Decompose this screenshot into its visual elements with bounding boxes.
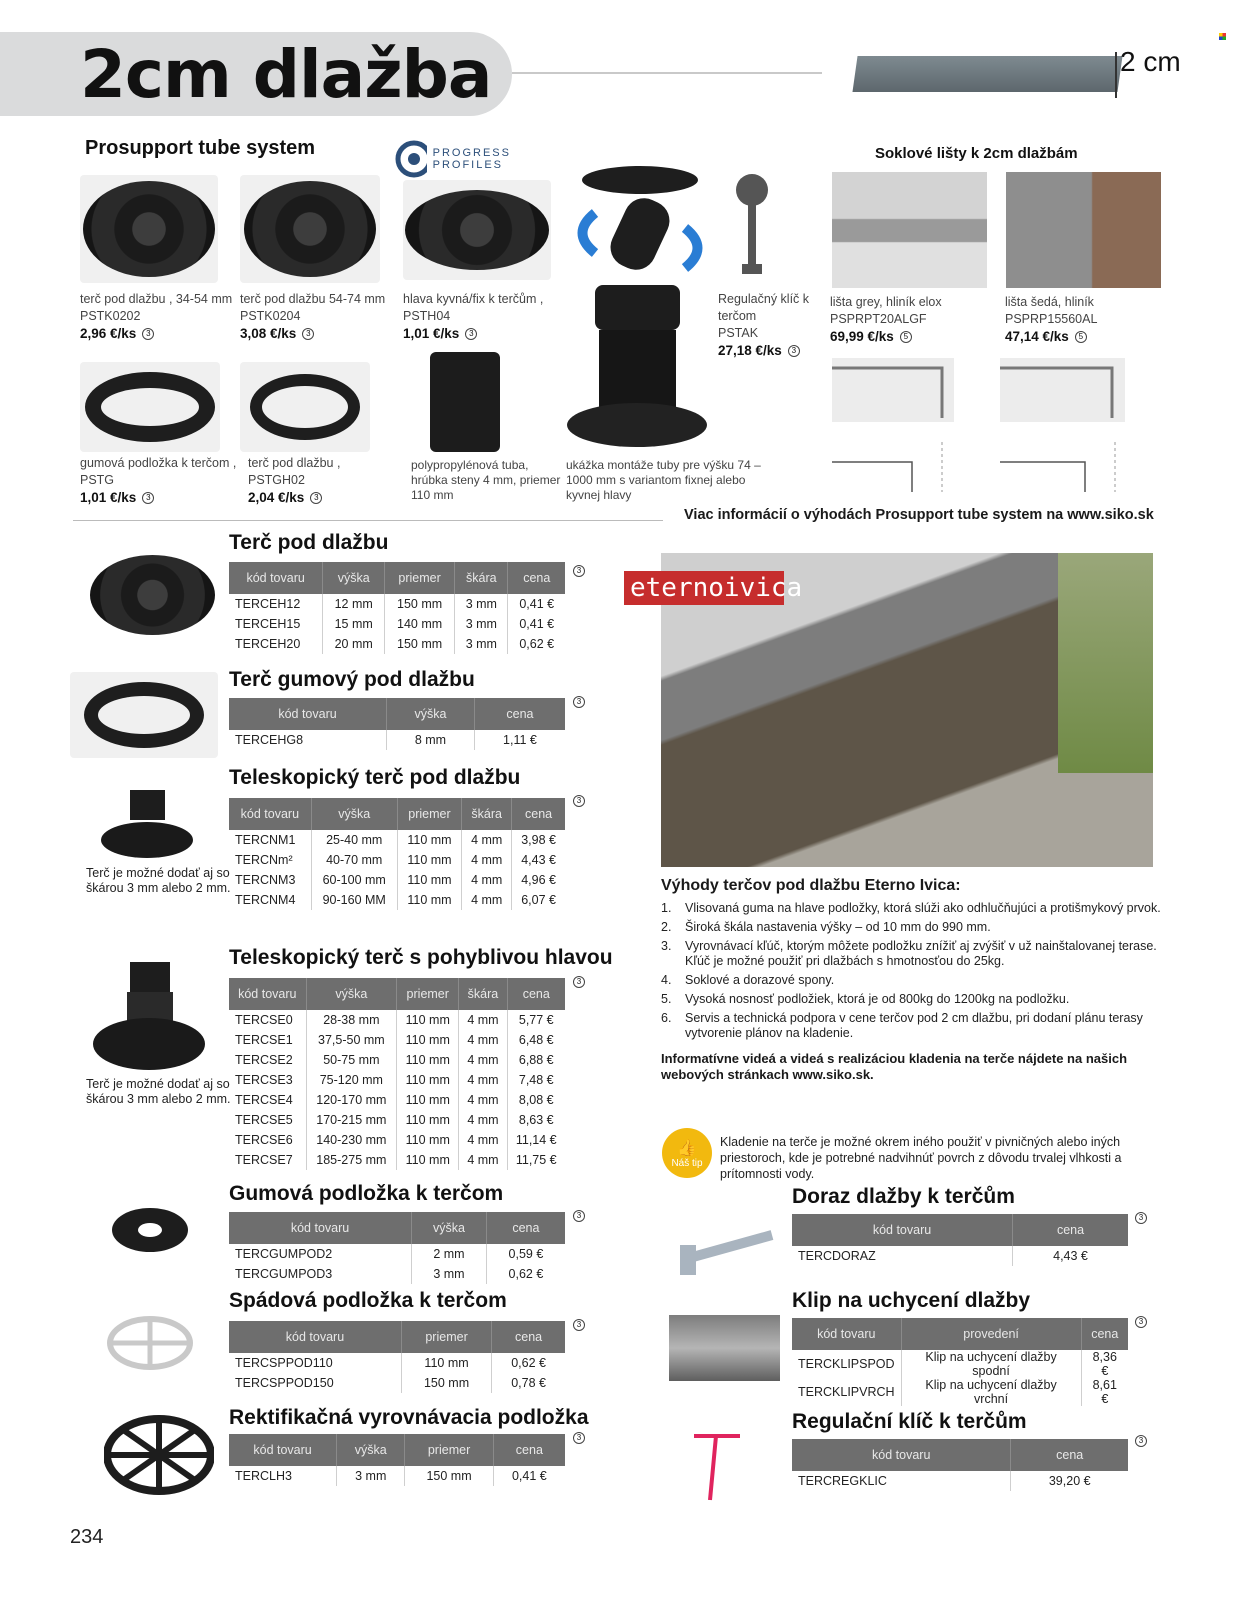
divider <box>512 72 822 74</box>
table-cell: 110 mm <box>397 1010 459 1030</box>
product-image <box>672 1215 782 1285</box>
table-cell: 4 mm <box>462 850 512 870</box>
tip-badge <box>662 1128 712 1178</box>
product-table <box>229 1212 565 1284</box>
table-cell: TERCKLIPVRCH <box>798 1385 895 1399</box>
table-cell: TERCSE6 <box>235 1133 293 1147</box>
table-cell: TERCDORAZ <box>798 1249 876 1263</box>
table-cell: TERCLH3 <box>235 1469 292 1483</box>
table-cell: 4 mm <box>462 890 512 910</box>
col-header: cena <box>1081 1318 1128 1350</box>
benefits-heading: Výhody terčov pod dlažbu Eterno Ivica: <box>661 877 961 894</box>
more-info-link[interactable]: Viac informácií o výhodách Prosupport tube system na www.siko.sk <box>684 507 1154 523</box>
table-cell: 4,96 € <box>512 870 565 890</box>
col-header: výška <box>387 698 475 730</box>
table-cell: 50-75 mm <box>306 1050 397 1070</box>
table-cell: 110 mm <box>397 1110 459 1130</box>
col-header: priemer <box>397 978 459 1010</box>
sokel-heading: Soklové lišty k 2cm dlažbám <box>875 145 1078 162</box>
product-image <box>92 962 207 1072</box>
table-cell: TERCSE7 <box>235 1153 293 1167</box>
product-price: 27,18 €/ks 3 <box>718 342 813 359</box>
assembly-image <box>565 285 710 455</box>
product-desc: hlava kyvná/fix k terčům , <box>403 292 544 306</box>
col-header: kód tovaru <box>229 698 387 730</box>
product-code: PSTH04 <box>403 309 451 323</box>
sokel-code: PSPRP15560AL <box>1005 312 1098 326</box>
profile-drawing <box>832 358 954 422</box>
table-cell: TERCSE1 <box>235 1033 293 1047</box>
cert-icon: 3 <box>1135 1435 1147 1447</box>
product-image <box>105 1313 195 1373</box>
dimension-mark <box>1115 52 1117 98</box>
table-row <box>229 1130 565 1150</box>
sokel-image <box>1006 172 1161 288</box>
product-price: 2,96 €/ks 3 <box>80 325 235 342</box>
table-cell: 4 mm <box>459 1110 507 1130</box>
cert-icon: 3 <box>573 565 585 577</box>
table-row <box>229 1264 565 1284</box>
section-title: Terč gumový pod dlažbu <box>229 668 475 691</box>
list-item: 5. Vysoká nosnosť podložiek, ktorá je od 800kg do 1200kg na podložku. <box>661 992 1070 1006</box>
cert-icon: 3 <box>573 976 585 988</box>
col-header: cena <box>512 798 565 830</box>
table-cell: 0,62 € <box>492 1353 565 1373</box>
table-row <box>229 890 565 910</box>
table-cell: 4 mm <box>459 1130 507 1150</box>
product-price: 3,08 €/ks 3 <box>240 325 395 342</box>
list-item: 6. Servis a technická podpora v cene terčov pod 2 cm dlažbu, pri dodaní plánu terasy vytvorenie plánov na kladenie. <box>661 1011 1143 1040</box>
table-row <box>792 1471 1128 1491</box>
col-header: cena <box>474 698 565 730</box>
sokel-image <box>832 172 987 288</box>
table-cell: 4 mm <box>462 870 512 890</box>
table-cell: TERCNM4 <box>235 893 296 907</box>
table-row <box>229 614 565 634</box>
tile-sample-image <box>852 56 1122 92</box>
technical-drawing <box>832 432 954 496</box>
col-header: kód tovaru <box>229 1434 337 1466</box>
table-cell: 39,20 € <box>1011 1471 1128 1491</box>
table-cell: 3 mm <box>412 1264 487 1284</box>
table-cell: TERCKLIPSPOD <box>798 1357 895 1371</box>
table-cell: 170-215 mm <box>306 1110 397 1130</box>
product-image <box>100 790 195 860</box>
divider <box>73 520 663 521</box>
table-cell: 4 mm <box>459 1010 507 1030</box>
table-cell: 140-230 mm <box>306 1130 397 1150</box>
table-cell: TERCGUMPOD2 <box>235 1247 333 1261</box>
table-cell: 110 mm <box>397 890 462 910</box>
table-cell: 11,75 € <box>507 1150 565 1170</box>
cert-icon: 3 <box>302 328 314 340</box>
col-header: výška <box>306 978 397 1010</box>
list-item: 4. Soklové a dorazové spony. <box>661 973 835 987</box>
rotation-diagram <box>565 158 710 278</box>
table-cell: 140 mm <box>385 614 455 634</box>
table-cell: 3 mm <box>337 1466 405 1486</box>
table-cell: 3 mm <box>455 634 508 654</box>
product-image <box>240 362 370 452</box>
cert-icon: 5 <box>1075 331 1087 343</box>
col-header: výška <box>337 1434 405 1466</box>
table-cell: 8 mm <box>387 730 475 750</box>
table-cell: TERCSE4 <box>235 1093 293 1107</box>
profile-drawing <box>1000 358 1125 422</box>
product-card <box>80 455 240 506</box>
product-image <box>70 672 218 758</box>
product-image <box>110 1205 190 1255</box>
product-table <box>792 1439 1128 1491</box>
table-cell: 0,41 € <box>508 614 565 634</box>
col-header: výška <box>412 1212 487 1244</box>
table-cell: 110 mm <box>397 1130 459 1150</box>
table-cell: 4,43 € <box>1013 1246 1128 1266</box>
product-image <box>690 1428 745 1503</box>
col-header: priemer <box>397 798 462 830</box>
col-header: kód tovaru <box>229 978 306 1010</box>
page-number: 234 <box>70 1526 104 1548</box>
product-table <box>229 798 565 910</box>
table-cell: 7,48 € <box>507 1070 565 1090</box>
col-header: škára <box>455 562 508 594</box>
table-cell: 0,41 € <box>493 1466 565 1486</box>
table-cell: 4 mm <box>459 1070 507 1090</box>
table-note: Terč je možné dodať aj so škárou 3 mm alebo 2 mm. <box>86 1077 231 1106</box>
brand-name: PROGRESS PROFILES <box>432 147 511 171</box>
table-cell: Klip na uchycení dlažby spodní <box>901 1350 1081 1378</box>
product-card <box>80 291 235 342</box>
section-title: Teleskopický terč s pohyblivou hlavou <box>229 946 613 969</box>
table-row <box>229 594 565 614</box>
col-header: kód tovaru <box>792 1214 1013 1246</box>
table-cell: 0,41 € <box>508 594 565 614</box>
table-cell: 28-38 mm <box>306 1010 397 1030</box>
table-cell: Klip na uchycení dlažby vrchní <box>901 1378 1081 1406</box>
table-cell: 2 mm <box>412 1244 487 1264</box>
product-desc: terč pod dlažbu , 34-54 mm <box>80 292 233 306</box>
table-row <box>792 1378 1128 1406</box>
sokel-code: PSPRPT20ALGF <box>830 312 927 326</box>
table-cell: 40-70 mm <box>311 850 397 870</box>
table-cell: TERCGUMPOD3 <box>235 1267 333 1281</box>
cert-icon: 3 <box>310 492 322 504</box>
product-code: PSTK0202 <box>80 309 141 323</box>
product-card <box>718 291 813 359</box>
cert-icon: 3 <box>1135 1212 1147 1224</box>
table-cell: TERCSE5 <box>235 1113 293 1127</box>
table-cell: 110 mm <box>397 1030 459 1050</box>
table-cell: 20 mm <box>323 634 385 654</box>
product-card <box>240 291 395 342</box>
table-cell: TERCSE2 <box>235 1053 293 1067</box>
table-row <box>229 830 565 850</box>
table-cell: 60-100 mm <box>311 870 397 890</box>
tip-label: Náš tip <box>671 1157 703 1169</box>
table-cell: TERCNM3 <box>235 873 296 887</box>
col-header: kód tovaru <box>229 1212 412 1244</box>
table-cell: TERCSPPOD150 <box>235 1376 334 1390</box>
cert-icon: 3 <box>573 1432 585 1444</box>
section-title: Doraz dlažby k terčům <box>792 1185 1015 1208</box>
col-header: priemer <box>385 562 455 594</box>
table-cell: 75-120 mm <box>306 1070 397 1090</box>
table-cell: 110 mm <box>397 1090 459 1110</box>
col-header: kód tovaru <box>229 798 311 830</box>
col-header: provedení <box>901 1318 1081 1350</box>
table-cell: 4 mm <box>459 1150 507 1170</box>
table-cell: TERCEH20 <box>235 637 301 651</box>
product-code: PSTK0204 <box>240 309 301 323</box>
list-item: 3. Vyrovnávací kľúč, ktorým môžete podložku znížiť aj zvýšiť v už nainštalovanej terase. Kľúč je možné použiť pri dlažbách s hmotnosťou do 25kg. <box>661 939 1157 968</box>
product-image <box>80 362 220 452</box>
table-cell: TERCEH15 <box>235 617 301 631</box>
list-item: 1. Vlisovaná guma na hlave podložky, ktorá slúži ako odhlučňujúci a protišmykový prvok. <box>661 901 1161 915</box>
table-cell: TERCEHG8 <box>235 733 304 747</box>
table-cell: 120-170 mm <box>306 1090 397 1110</box>
col-header: kód tovaru <box>229 1321 401 1353</box>
cert-icon: 3 <box>142 492 154 504</box>
table-row <box>229 850 565 870</box>
table-cell: 6,88 € <box>507 1050 565 1070</box>
product-desc: terč pod dlažbu , <box>248 456 341 470</box>
table-cell: TERCSE3 <box>235 1073 293 1087</box>
info-text: Informatívne videá a videá s realizáciou kladenia na terče nájdete na našich webových stránkach www.siko.sk. <box>661 1051 1128 1082</box>
col-header: kód tovaru <box>792 1318 901 1350</box>
cert-icon: 3 <box>573 795 585 807</box>
cert-icon: 3 <box>573 1319 585 1331</box>
product-image <box>80 175 218 283</box>
table-row <box>229 1010 565 1030</box>
table-cell: 11,14 € <box>507 1130 565 1150</box>
product-image <box>104 1415 214 1495</box>
col-header: cena <box>493 1434 565 1466</box>
sokel-desc: lišta grey, hliník elox <box>830 295 942 309</box>
table-cell: TERCSPPOD110 <box>235 1356 333 1370</box>
product-card <box>248 455 398 506</box>
table-row <box>229 1110 565 1130</box>
product-table <box>229 978 565 1170</box>
table-cell: 12 mm <box>323 594 385 614</box>
tube-image <box>430 352 500 452</box>
tip-text: Kladenie na terče je možné okrem iného použiť v pivničných alebo iných priestoroch, kde je potrebné nadvihnúť povrch z dôvodu trvalej vlhkosti a prítomnosti vody. <box>720 1135 1122 1181</box>
table-cell: TERCSE0 <box>235 1013 293 1027</box>
color-mark-icon <box>1219 33 1226 40</box>
list-item: 2. Široká škála nastavenia výšky – od 10 mm do 990 mm. <box>661 920 991 934</box>
product-code: PSTAK <box>718 326 759 340</box>
table-row <box>229 634 565 654</box>
table-row <box>229 1070 565 1090</box>
progress-logo <box>394 134 558 184</box>
product-card <box>403 291 558 342</box>
table-cell: 6,07 € <box>512 890 565 910</box>
table-row <box>229 1353 565 1373</box>
table-cell: 4 mm <box>462 830 512 850</box>
technical-drawing <box>1000 432 1125 496</box>
table-row <box>229 1466 565 1486</box>
table-cell: 4 mm <box>459 1090 507 1110</box>
table-cell: 3 mm <box>455 594 508 614</box>
table-note: Terč je možné dodať aj so škárou 3 mm alebo 2 mm. <box>86 866 231 895</box>
product-code: PSTG <box>80 473 115 487</box>
table-cell: 0,59 € <box>486 1244 565 1264</box>
thumbs-up-icon: 👍 <box>677 1139 697 1157</box>
product-price: 1,01 €/ks 3 <box>80 489 240 506</box>
section-title: Teleskopický terč pod dlažbu <box>229 766 521 789</box>
table-cell: 0,62 € <box>486 1264 565 1284</box>
table-row <box>229 1244 565 1264</box>
section-title: Klip na uchycení dlažby <box>792 1289 1031 1312</box>
table-cell: 8,36 € <box>1081 1350 1128 1378</box>
sokel-card <box>1005 294 1165 345</box>
assembly-caption: ukážka montáže tuby pre výšku 74 – 1000 mm s variantom fixnej alebo kyvnej hlavy <box>566 458 761 502</box>
table-cell: 1,11 € <box>474 730 565 750</box>
table-cell: 110 mm <box>397 830 462 850</box>
product-table <box>229 1321 565 1393</box>
product-table <box>229 562 565 654</box>
col-header: cena <box>508 562 565 594</box>
cert-icon: 3 <box>788 345 800 357</box>
product-image <box>240 175 380 283</box>
section-title: Spádová podložka k terčom <box>229 1289 507 1312</box>
table-cell: 8,08 € <box>507 1090 565 1110</box>
tube-caption: polypropylénová tuba, hrúbka steny 4 mm, priemer 110 mm <box>411 458 561 502</box>
table-cell: 110 mm <box>397 850 462 870</box>
table-row <box>229 1090 565 1110</box>
col-header: škára <box>462 798 512 830</box>
cert-icon: 3 <box>573 1210 585 1222</box>
progress-logo-icon <box>394 139 427 179</box>
col-header: priemer <box>401 1321 491 1353</box>
table-cell: 5,77 € <box>507 1010 565 1030</box>
col-header: kód tovaru <box>792 1439 1011 1471</box>
product-image <box>403 180 551 280</box>
section-title: Rektifikačná vyrovnávacia podložka <box>229 1406 589 1429</box>
product-image <box>669 1315 780 1381</box>
table-cell: TERCNM1 <box>235 833 296 847</box>
col-header: výška <box>311 798 397 830</box>
section-title: Regulační klíč k terčům <box>792 1410 1027 1433</box>
table-cell: 6,48 € <box>507 1030 565 1050</box>
product-image <box>82 545 222 645</box>
table-row <box>229 730 565 750</box>
product-table <box>792 1214 1128 1266</box>
col-header: cena <box>486 1212 565 1244</box>
table-row <box>229 1050 565 1070</box>
table-cell: 110 mm <box>397 870 462 890</box>
table-cell: 0,62 € <box>508 634 565 654</box>
table-cell: 150 mm <box>385 634 455 654</box>
table-cell: 110 mm <box>397 1050 459 1070</box>
table-cell: 4 mm <box>459 1030 507 1050</box>
cert-icon: 5 <box>900 331 912 343</box>
table-cell: 4 mm <box>459 1050 507 1070</box>
table-cell: 110 mm <box>401 1353 491 1373</box>
col-header: cena <box>1013 1214 1128 1246</box>
table-cell: TERCREGKLIC <box>798 1474 887 1488</box>
col-header: škára <box>459 978 507 1010</box>
sokel-price: 69,99 €/ks 5 <box>830 328 990 345</box>
table-row <box>229 1373 565 1393</box>
eterno-logo: eternoivica <box>624 571 784 605</box>
product-price: 2,04 €/ks 3 <box>248 489 398 506</box>
cert-icon: 3 <box>1135 1316 1147 1328</box>
table-cell: 25-40 mm <box>311 830 397 850</box>
col-header: cena <box>507 978 565 1010</box>
product-table <box>229 1434 565 1486</box>
table-cell: 0,78 € <box>492 1373 565 1393</box>
table-cell: TERCNm² <box>235 853 293 867</box>
product-desc: gumová podložka k terčom , <box>80 456 237 470</box>
product-table <box>229 698 565 750</box>
table-cell: 3,98 € <box>512 830 565 850</box>
table-row <box>229 1030 565 1050</box>
sokel-price: 47,14 €/ks 5 <box>1005 328 1165 345</box>
thickness-label: 2 cm <box>1120 46 1181 77</box>
table-cell: 4,43 € <box>512 850 565 870</box>
col-header: výška <box>323 562 385 594</box>
table-cell: 110 mm <box>397 1070 459 1090</box>
product-desc: terč pod dlažbu 54-74 mm <box>240 292 386 306</box>
product-code: PSTGH02 <box>248 473 305 487</box>
product-price: 1,01 €/ks 3 <box>403 325 558 342</box>
prosupport-heading: Prosupport tube system <box>85 137 316 159</box>
col-header: priemer <box>405 1434 493 1466</box>
sokel-card <box>830 294 990 345</box>
product-table <box>792 1318 1128 1406</box>
benefits-block <box>661 877 1161 1083</box>
table-row <box>229 1150 565 1170</box>
col-header: kód tovaru <box>229 562 323 594</box>
table-row <box>229 870 565 890</box>
col-header: cena <box>1011 1439 1128 1471</box>
table-row <box>792 1246 1128 1266</box>
table-cell: 150 mm <box>401 1373 491 1393</box>
product-desc: Regulačný klíč k terčom <box>718 292 810 323</box>
table-cell: 150 mm <box>385 594 455 614</box>
table-cell: 110 mm <box>397 1150 459 1170</box>
benefits-list <box>661 901 1161 1041</box>
table-cell: 37,5-50 mm <box>306 1030 397 1050</box>
table-cell: 8,63 € <box>507 1110 565 1130</box>
cert-icon: 3 <box>465 328 477 340</box>
col-header: cena <box>492 1321 565 1353</box>
table-cell: 185-275 mm <box>306 1150 397 1170</box>
sokel-desc: lišta šedá, hliník <box>1005 295 1094 309</box>
table-cell: 8,61 € <box>1081 1378 1128 1406</box>
key-image <box>722 172 782 282</box>
page-title: 2cm dlažba <box>80 36 492 113</box>
table-row <box>792 1350 1128 1378</box>
table-cell: TERCEH12 <box>235 597 301 611</box>
cert-icon: 3 <box>573 696 585 708</box>
cert-icon: 3 <box>142 328 154 340</box>
section-title: Gumová podložka k terčom <box>229 1182 504 1205</box>
table-cell: 90-160 MM <box>311 890 397 910</box>
section-title: Terč pod dlažbu <box>229 531 389 554</box>
table-cell: 150 mm <box>405 1466 493 1486</box>
table-cell: 15 mm <box>323 614 385 634</box>
table-cell: 3 mm <box>455 614 508 634</box>
